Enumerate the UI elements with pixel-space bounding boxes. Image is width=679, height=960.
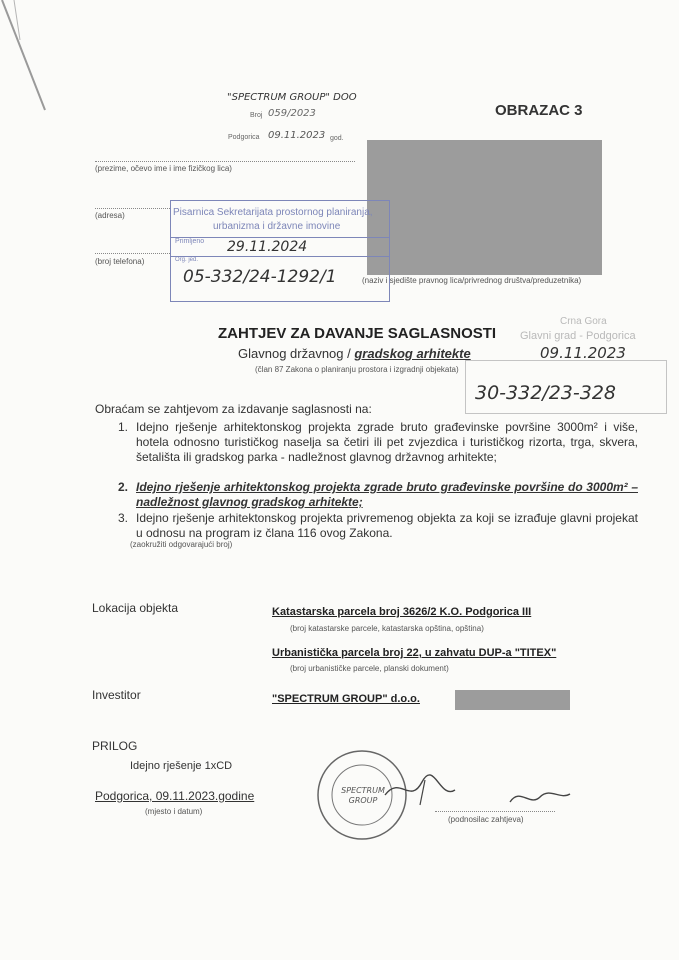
podgorica-date: 09.11.2023 (268, 130, 326, 141)
option-3 (118, 511, 638, 541)
location-label: Lokacija objekta (92, 601, 179, 615)
subtitle-emph: gradskog arhitekte (354, 346, 471, 361)
urban-note: (broj urbanističke parcele, planski dokument) (290, 664, 449, 673)
investor-value: "SPECTRUM GROUP" d.o.o. (272, 693, 420, 705)
receipt-number: 05-332/24-1292/1 (183, 267, 337, 287)
phone-line (95, 252, 170, 254)
receipt-stamp-line1: Pisarnica Sekretarijata prostornog planiranja, (173, 207, 373, 218)
org-col-label: Org. jed. (175, 257, 199, 263)
attachment-item: Idejno rješenje 1xCD (130, 760, 233, 772)
company-stamp: "SPECTRUM GROUP" DOO (227, 92, 357, 103)
attachment-label: PRILOG (92, 739, 138, 753)
cadastral-value: Katastarska parcela broj 3626/2 K.O. Podgorica III (272, 606, 532, 618)
city-stamp-date: 09.11.2023 (540, 344, 626, 362)
place-date-note: (mjesto i datum) (145, 807, 203, 816)
broj-label: Broj (250, 112, 263, 119)
address-label: (adresa) (95, 211, 125, 220)
option-2-text: Idejno rješenje arhitektonskog projekta zgrade bruto građevinske površine do 3000m² – nadležnost glavnog gradskog arhitekte; (136, 480, 638, 509)
option-1-num: 1. (118, 420, 129, 434)
place-date: Podgorica, 09.11.2023.godine (95, 789, 255, 803)
phone-label: (broj telefona) (95, 257, 145, 266)
scan-edge-mark (0, 0, 60, 120)
form-title: OBRAZAC 3 (495, 102, 583, 119)
broj-value: 059/2023 (268, 108, 316, 119)
urban-value: Urbanistička parcela broj 22, u zahvatu DUP-a "TITEX" (272, 647, 557, 659)
address-line (95, 207, 170, 209)
option-3-num: 3. (118, 511, 129, 525)
seat-label: (naziv i sjedište pravnog lica/privrednog društva/preduzetnika) (362, 276, 582, 285)
seal-text: SPECTRUM GROUP (341, 786, 385, 805)
option-1-text: Idejno rješenje arhitektonskog projekta zgrade bruto građevinske površine 3000m² i više, hotela odnosno turističkog naselja sa četiri ili pet zvjezdica i turističkog rizorta, trga, skvera, šetališta ili gradskog parka - nadležnost glavnog državnog arhitekte; (136, 420, 638, 464)
circle-note: (zaokružiti odgovarajući broj) (130, 540, 233, 549)
cadastral-note: (broj katastarske parcele, katastarska opština, opština) (290, 624, 484, 633)
redacted-investor (455, 690, 570, 710)
city-stamp-line1: Crna Gora (560, 316, 607, 327)
podgorica-label: Podgorica (228, 134, 260, 141)
option-1 (118, 420, 638, 465)
receipt-stamp (170, 200, 390, 302)
document-title: ZAHTJEV ZA DAVANJE SAGLASNOSTI (218, 325, 497, 342)
received-label: Primljeno (175, 238, 205, 245)
option-2 (118, 480, 638, 510)
received-date: 29.11.2024 (227, 239, 308, 255)
god-label: god. (330, 135, 344, 142)
city-stamp-number: 30-332/23-328 (475, 382, 616, 404)
investor-label: Investitor (92, 688, 141, 702)
option-2-num: 2. (118, 480, 129, 494)
name-label: (prezime, očevo ime i ime fizičkog lica) (95, 164, 232, 173)
signature-2 (505, 782, 575, 812)
intro-text: Obraćam se zahtjevom za izdavanje saglasnosti na: (95, 402, 372, 416)
subtitle-prefix: Glavnog državnog / (238, 346, 351, 361)
option-3-text: Idejno rješenje arhitektonskog projekta privremenog objekta za koji se izrađuje glavni projekat u odnosu na program iz člana 116 ovog Zakona. (136, 511, 638, 540)
document-subtitle (238, 346, 471, 361)
legal-reference: (član 87 Zakona o planiranju prostora i izgradnji objekata) (255, 365, 459, 374)
name-line (95, 160, 355, 162)
signer-note: (podnosilac zahtjeva) (448, 815, 524, 824)
receipt-stamp-line2: urbanizma i državne imovine (213, 221, 341, 232)
signature-line (435, 810, 555, 812)
city-stamp-line2: Glavni grad - Podgorica (520, 330, 636, 342)
redacted-applicant (367, 140, 602, 275)
signature-1 (380, 770, 460, 810)
